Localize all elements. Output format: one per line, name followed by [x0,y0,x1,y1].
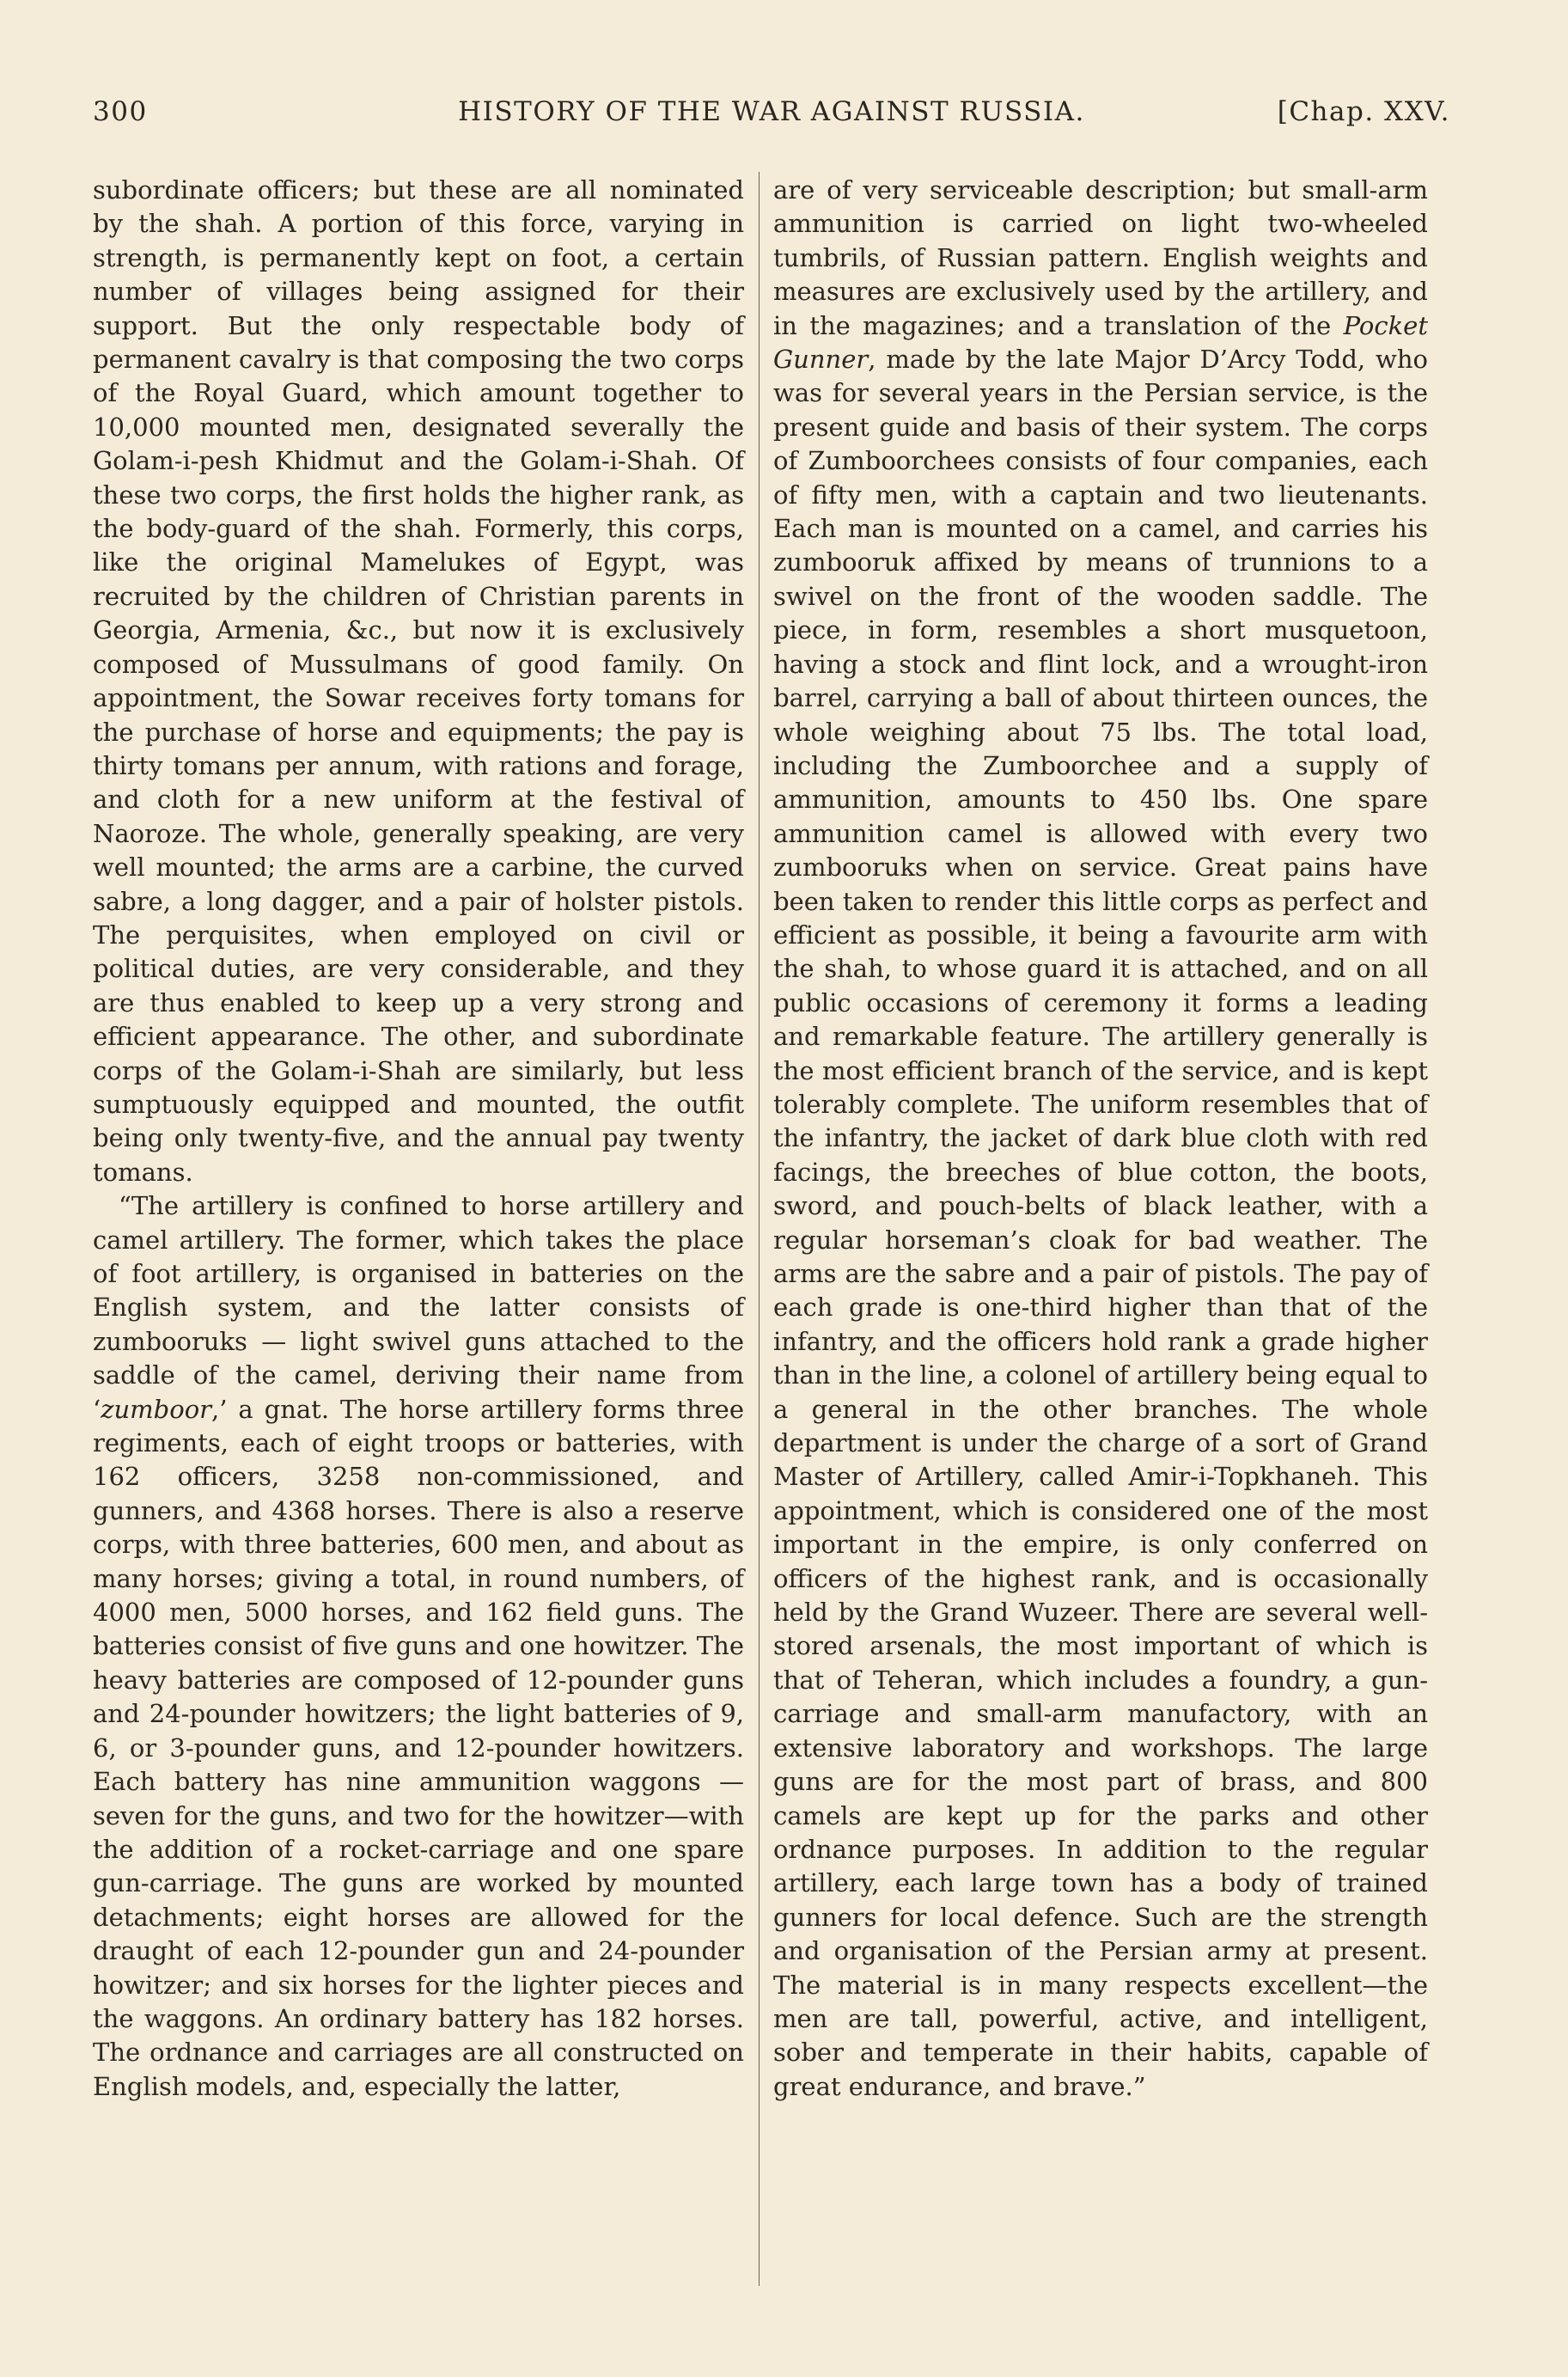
running-header [93,96,1450,139]
paragraph-cavalry: subordinate officers; but these are all nominated by the shah. A portion of this force, varying in strength, is permanently kept on foot, a certain number of villages being assigned for their support. But the only respectable body of permanent cavalry is that composing the two corps of the Royal Guard, which amount together to 10,000 mounted men, designated severally the Golam-i-pesh Khidmut and the Golam-i-Shah. Of these two corps, the first holds the higher rank, as the body-guard of the shah. Formerly, this corps, like the original Mamelukes of Egypt, was recruited by the children of Christian parents in Georgia, Armenia, &c., but now it is exclusively composed of Mussulmans of good family. On appointment, the Sowar receives forty tomans for the purchase of horse and equipments; the pay is thirty tomans per annum, with rations and forage, and cloth for a new uniform at the festival of Naoroze. The whole, generally speaking, are very well mounted; the arms are a carbine, the curved sabre, a long dagger, and a pair of holster pistols. The perquisites, when employed on civil or political duties, are very considerable, and they are thus enabled to keep up a very strong and efficient appearance. The other, and subordinate corps of the Golam-i-Shah are similarly, but less sumptuously equipped and mounted, the outfit being only twenty-five, and the annual pay twenty tomans. [93,175,744,1187]
page-number: 300 [93,96,148,127]
column-divider [759,172,760,2286]
left-column [93,174,744,2104]
running-title: HISTORY OF THE WAR AGAINST RUSSIA. [458,96,1085,127]
chapter-label: [Chap. XXV. [1277,96,1450,127]
paragraph-continued: are of very serviceable description; but small-arm ammunition is carried on light two-wheeled tumbrils, of Russian pattern. English weights and measures are exclusively used by the artillery, and in the magazines; and a translation of the Pocket Gunner, made by the late Major D’Arcy Todd, who was for several years in the Persian service, is the present guide and basis of their system. The corps of Zumboorchees consists of four companies, each of fifty men, with a captain and two lieutenants. Each man is mounted on a camel, and carries his zumbooruk affixed by means of trunnions to a swivel on the front of the wooden saddle. The piece, in form, resembles a short musquetoon, having a stock and flint lock, and a wrought-iron barrel, carrying a ball of about thirteen ounces, the whole weighing about 75 lbs. The total load, including the Zumboorchee and a supply of ammunition, amounts to 450 lbs. One spare ammunition camel is allowed with every two zumbooruks when on service. Great pains have been taken to render this little corps as perfect and efficient as possible, it being a favourite arm with the shah, to whose guard it is attached, and on all public occasions of ceremony it forms a leading and remarkable feature. The artillery generally is the most efficient branch of the service, and is kept tolerably complete. The uniform resembles that of the infantry, the jacket of dark blue cloth with red facings, the breeches of blue cotton, the boots, sword, and pouch-belts of black leather, with a regular horseman’s cloak for bad weather. The arms are the sabre and a pair of pistols. The pay of each grade is one-third higher than that of the infantry, and the officers hold rank a grade higher than in the line, a colonel of artillery being equal to a general in the other branches. The whole department is under the charge of a sort of Grand Master of Artillery, called Amir-i-Topkhaneh. This appointment, which is considered one of the most important in the empire, is only conferred on officers of the highest rank, and is occasionally held by the Grand Wuzeer. There are several well-stored arsenals, the most important of which is that of Teheran, which includes a foundry, a gun-carriage and small-arm manufactory, with an extensive laboratory and workshops. The large guns are for the most part of brass, and 800 camels are kept up for the parks and other ordnance purposes. In addition to the regular artillery, each large town has a body of trained gunners for local defence. Such are the strength and organisation of the Persian army at present. The material is in many respects excellent—the men are tall, powerful, active, and intelligent, sober and temperate in their habits, capable of great endurance, and brave.” [773,175,1428,2101]
right-column [773,174,1428,2104]
paragraph-artillery: “The artillery is confined to horse artillery and camel artillery. The former, which takes the place of foot artillery, is organised in batteries on the English system, and the latter consists of zumbooruks — light swivel guns attached to the saddle of the camel, deriving their name from ‘zumboor,’ a gnat. The horse artillery forms three regiments, each of eight troops or batteries, with 162 officers, 3258 non-commissioned, and gunners, and 4368 horses. There is also a reserve corps, with three batteries, 600 men, and about as many horses; giving a total, in round numbers, of 4000 men, 5000 horses, and 162 field guns. The batteries consist of five guns and one howitzer. The heavy batteries are composed of 12-pounder guns and 24-pounder howitzers; the light batteries of 9, 6, or 3-pounder guns, and 12-pounder howitzers. Each battery has nine ammunition waggons —seven for the guns, and two for the howitzer—with the addition of a rocket-carriage and one spare gun-carriage. The guns are worked by mounted detachments; eight horses are allowed for the draught of each 12-pounder gun and 24-pounder howitzer; and six horses for the lighter pieces and the waggons. An ordinary battery has 182 horses. The ordnance and carriages are all constructed on English models, and, especially the latter, [93,1191,744,2101]
italic-term: zumboor [101,1394,212,1424]
italic-title: Pocket Gunner [773,310,1428,375]
